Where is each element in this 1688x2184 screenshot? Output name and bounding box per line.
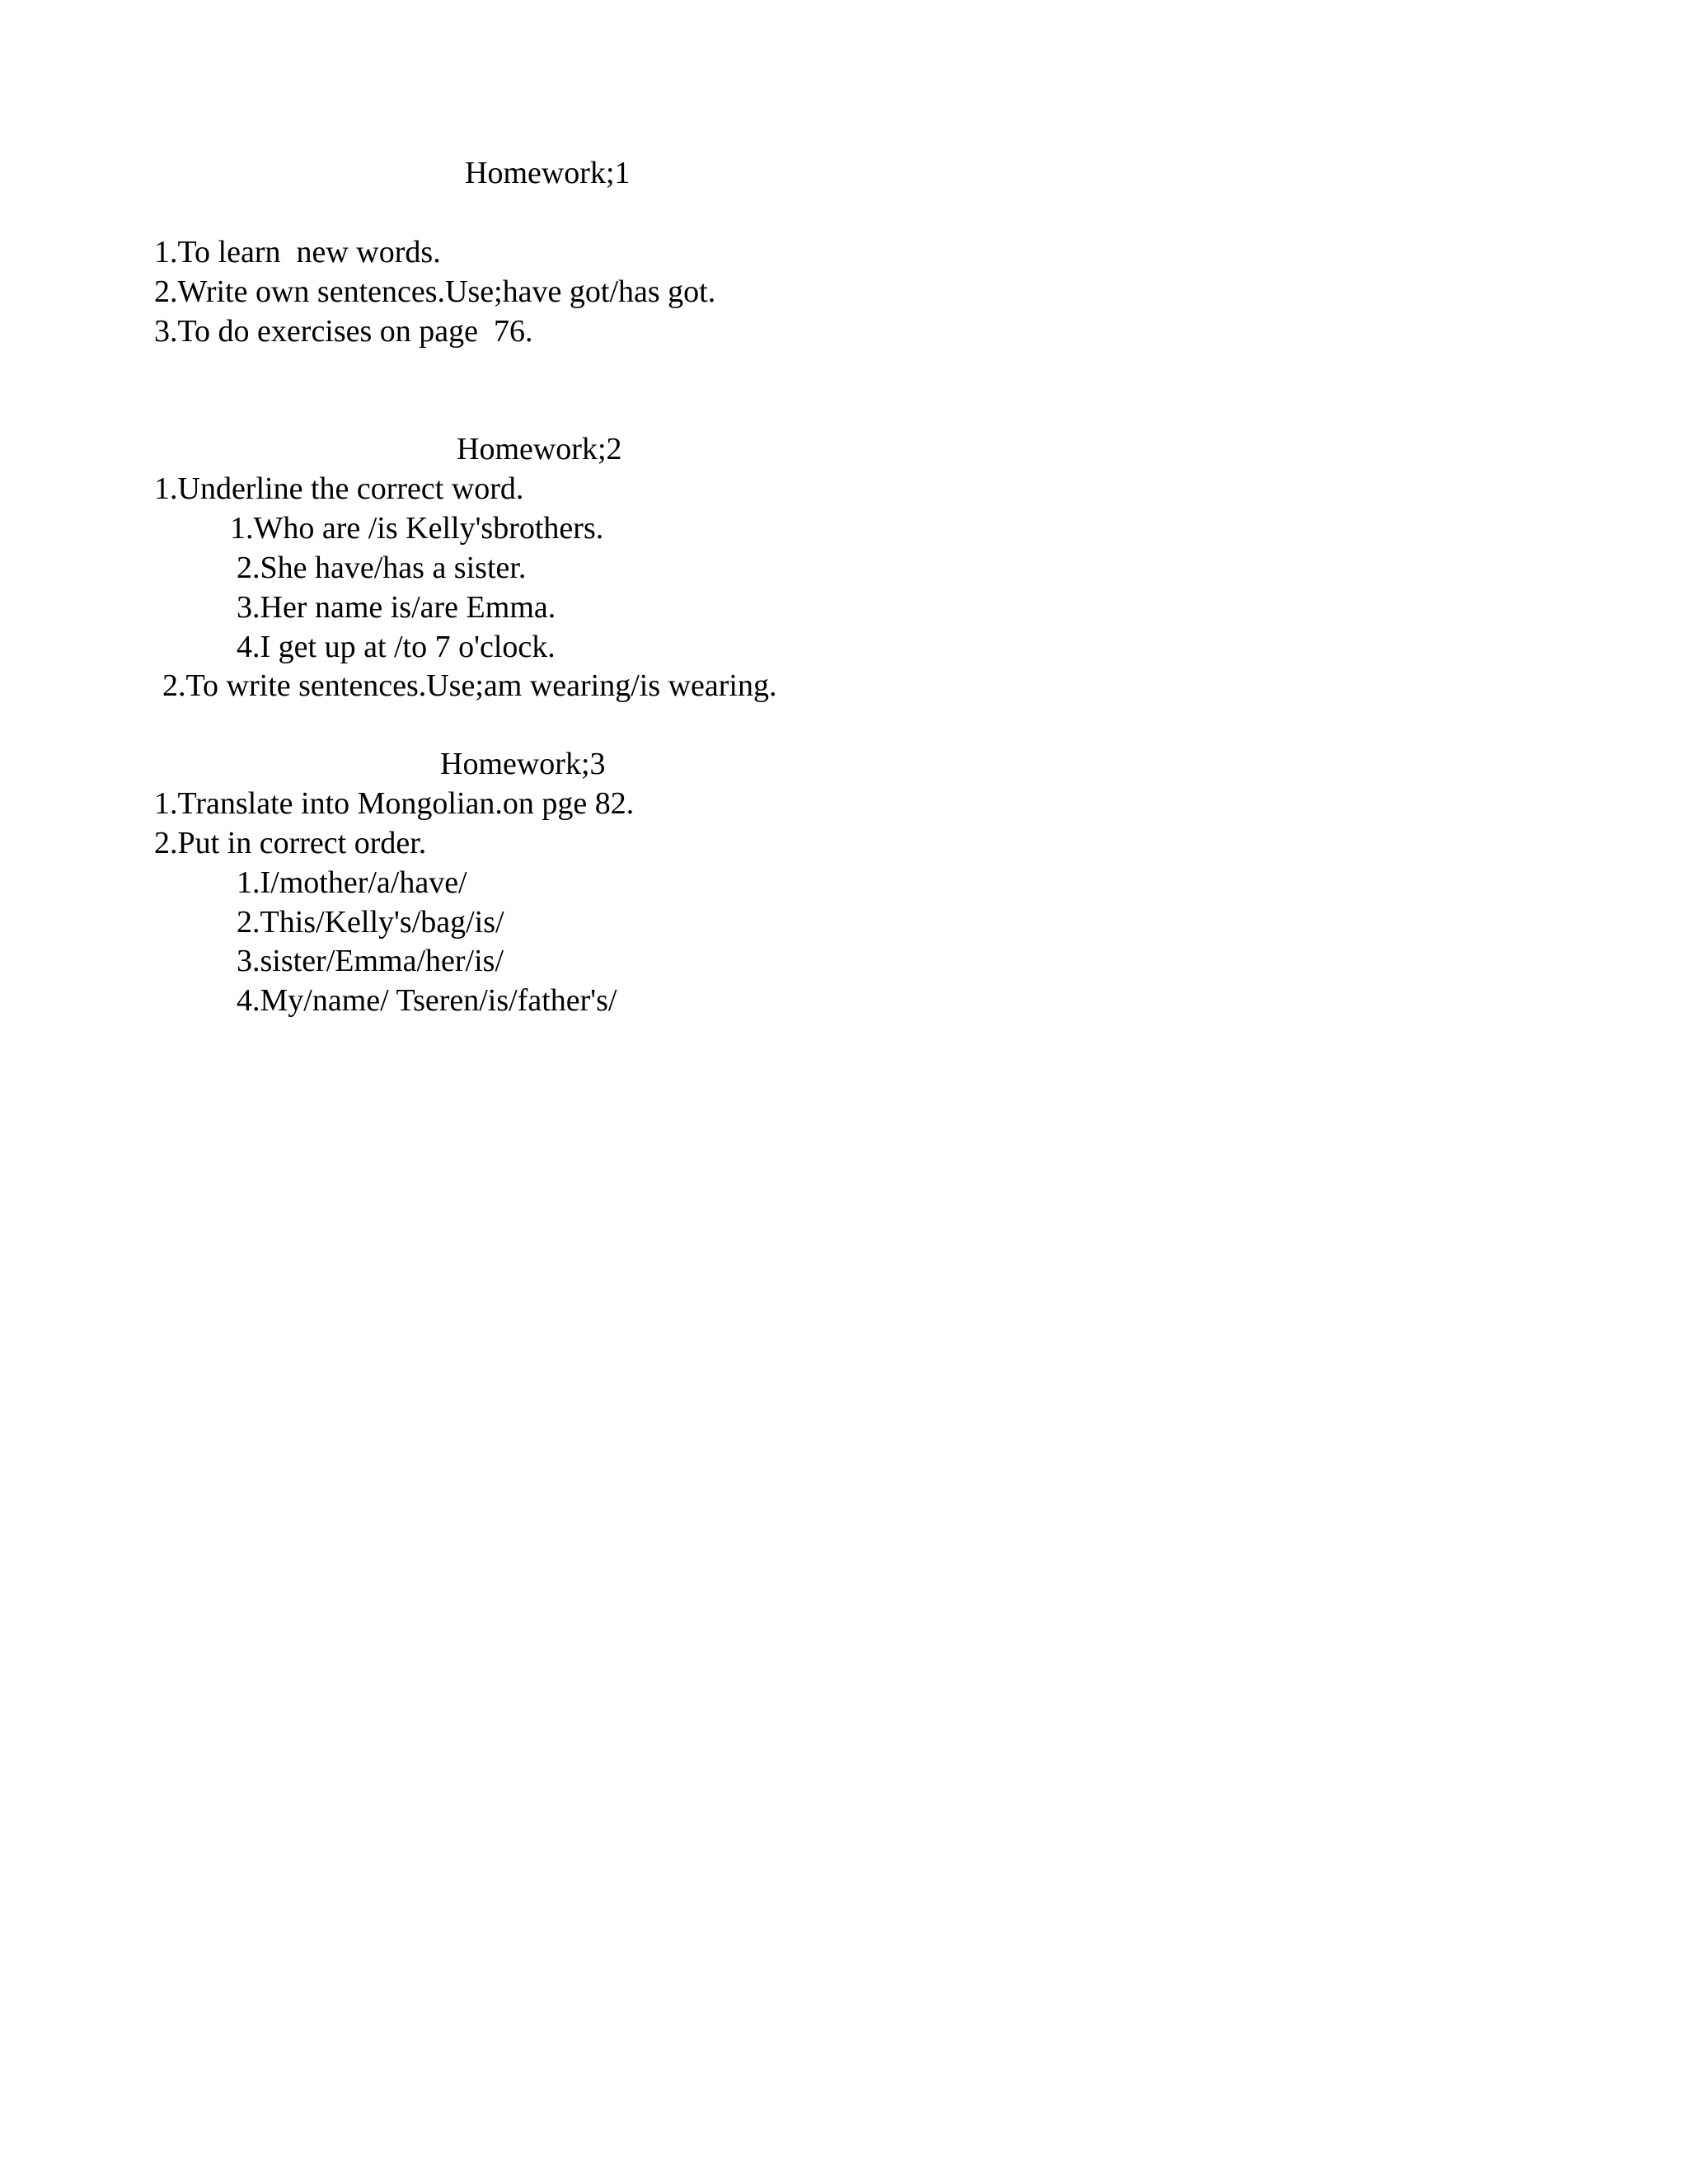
homework-3-sub-item-3: 3.sister/Emma/her/is/ — [237, 944, 504, 978]
homework-2-sub-item-2: 2.She have/has a sister. — [237, 551, 527, 585]
homework-3-task-2: 2.Put in correct order. — [154, 826, 427, 860]
homework-1-title: Homework;1 — [465, 156, 631, 190]
homework-3-title: Homework;3 — [440, 747, 606, 781]
homework-2-task-1: 1.Underline the correct word. — [154, 471, 524, 506]
homework-1-item-2: 2.Write own sentences.Use;have got/has got. — [154, 274, 716, 309]
homework-3-sub-item-1: 1.I/mother/a/have/ — [237, 865, 467, 900]
homework-1-item-3: 3.To do exercises on page 76. — [154, 314, 533, 349]
homework-1-item-1: 1.To learn new words. — [154, 235, 441, 269]
homework-3-task-1: 1.Translate into Mongolian.on pge 82. — [154, 786, 635, 821]
homework-2-sub-item-1: 1.Who are /is Kelly'sbrothers. — [230, 511, 604, 546]
homework-2-sub-item-4: 4.I get up at /to 7 o'clock. — [237, 630, 556, 664]
homework-2-task-2: 2.To write sentences.Use;am wearing/is wearing. — [162, 668, 777, 703]
homework-2-title: Homework;2 — [457, 432, 622, 466]
homework-3-sub-item-4: 4.My/name/ Tseren/is/father's/ — [237, 983, 617, 1018]
homework-3-sub-item-2: 2.This/Kelly's/bag/is/ — [237, 905, 504, 940]
homework-2-sub-item-3: 3.Her name is/are Emma. — [237, 590, 556, 625]
